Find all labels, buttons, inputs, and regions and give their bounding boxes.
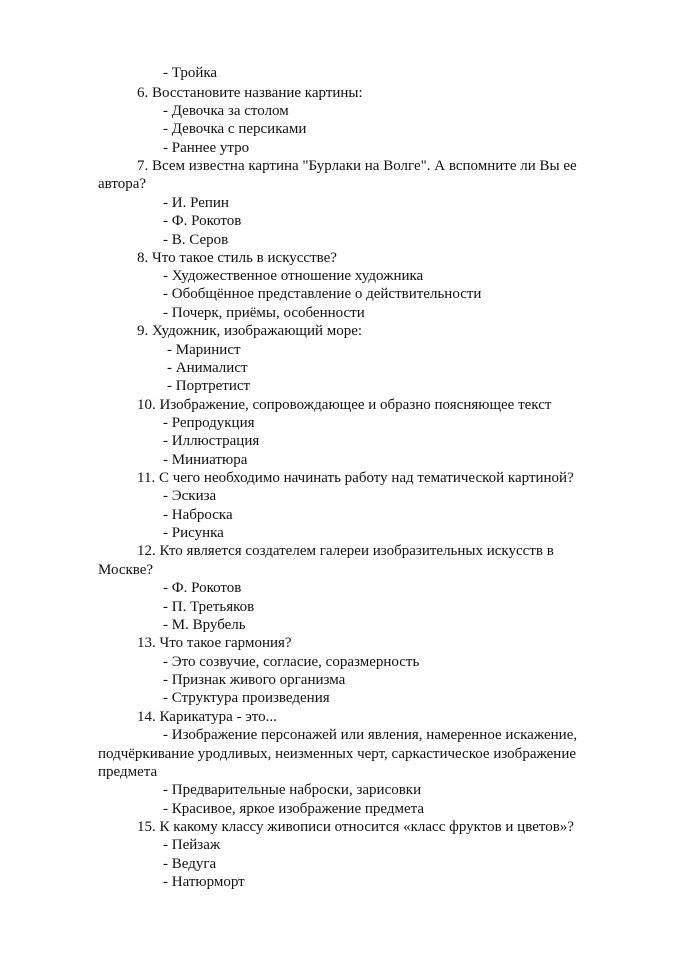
answer-option: - Натюрморт [163,874,245,890]
answer-option: - Художественное отношение художника [163,268,424,284]
answer-option: - Ф. Рокотов [163,580,242,596]
question-9: 9. Художник, изображающий море: [137,323,363,339]
question-7: 7. Всем известна картина "Бурлаки на Волге". А вспомните ли Вы ее [137,158,577,174]
question-10: 10. Изображение, сопровождающее и образно поясняющее текст [137,397,552,413]
question-15: 15. К какому классу живописи относится «класс фруктов и цветов»? [137,819,574,835]
answer-option: - Структура произведения [163,690,330,706]
question-6: 6. Восстановите название картины: [137,85,363,101]
answer-option: - И. Репин [163,195,229,211]
answer-option: - П. Третьяков [163,599,255,615]
answer-option: - Миниатюра [163,452,248,468]
answer-option: - Предварительные наброски, зарисовки [163,782,422,798]
answer-option: - Изображение персонажей или явления, намеренное искажение, [163,727,578,743]
answer-option: - В. Серов [163,232,229,248]
answer-option: - Красивое, яркое изображение предмета [163,801,425,817]
answer-option: - Ведуга [163,856,217,872]
answer-option: - Анималист [167,360,248,376]
answer-option: - Девочка за столом [163,103,289,119]
answer-option: - Тройка [163,65,218,81]
answer-option: - Раннее утро [163,140,250,156]
answer-option: - Это созвучие, согласие, соразмерность [163,654,420,670]
question-13: 13. Что такое гармония? [137,635,292,651]
answer-option: - Репродукция [163,415,255,431]
answer-option: - Почерк, приёмы, особенности [163,305,365,321]
answer-option: - Иллюстрация [163,433,260,449]
answer-option: - Ф. Рокотов [163,213,242,229]
question-11: 11. С чего необходимо начинать работу над тематической картиной? [137,470,574,486]
question-12-continuation: Москве? [98,562,154,578]
question-7-continuation: автора? [98,176,147,192]
answer-option: - Признак живого организма [163,672,346,688]
answer-option-continuation: подчёркивание уродливых, неизменных черт, саркастическое изображение [98,746,577,762]
question-14: 14. Карикатура - это... [137,709,277,725]
answer-option: - Пейзаж [163,837,221,853]
answer-option: - Рисунка [163,525,224,541]
answer-option: - Девочка с персиками [163,121,307,137]
question-8: 8. Что такое стиль в искусстве? [137,250,337,266]
answer-option: - Обобщённое представление о действительности [163,286,482,302]
answer-option: - Наброска [163,507,233,523]
answer-option: - Эскиза [163,488,217,504]
question-12: 12. Кто является создателем галереи изобразительных искусств в [137,543,554,559]
answer-option: - М. Врубель [163,617,246,633]
answer-option-continuation: предмета [98,764,158,780]
answer-option: - Портретист [167,378,251,394]
answer-option: - Маринист [167,342,241,358]
